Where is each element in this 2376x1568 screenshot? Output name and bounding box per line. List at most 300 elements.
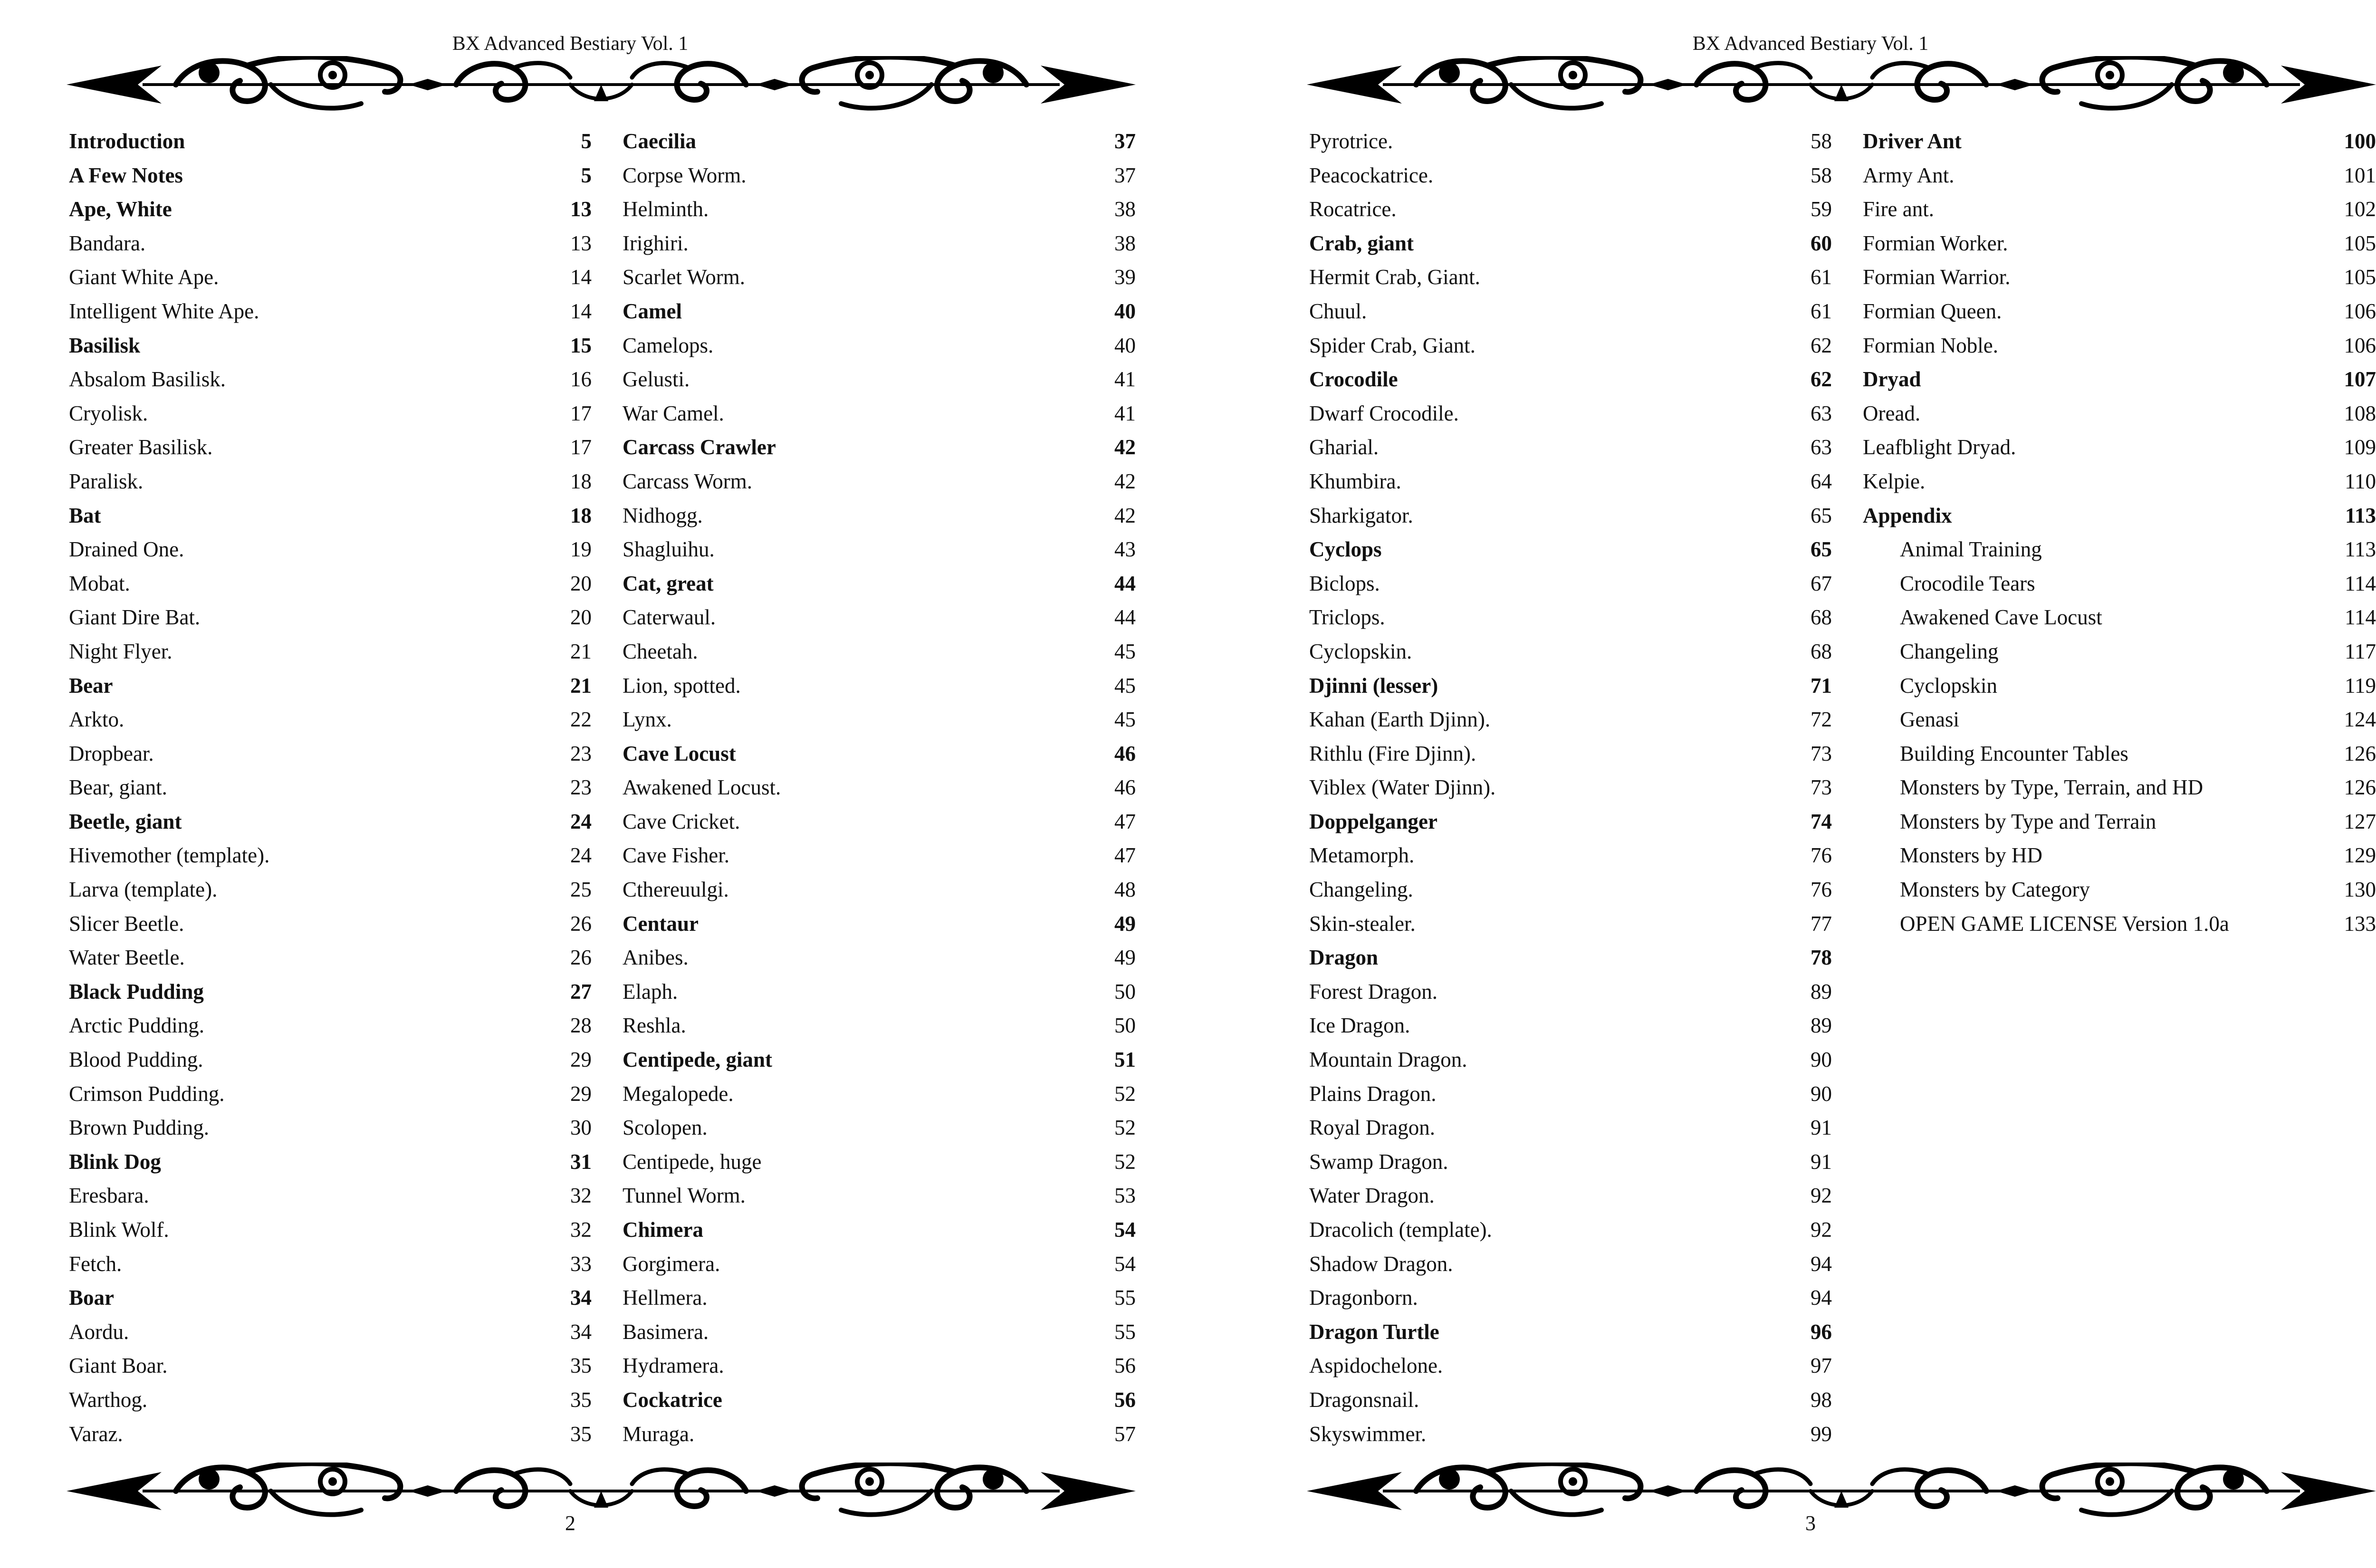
toc-entry-label: Triclops. <box>1309 605 1385 630</box>
toc-entry-page: 54 <box>1114 1218 1136 1242</box>
toc-entry-label: Cyclopskin. <box>1309 639 1412 663</box>
toc-entry[interactable] <box>1309 737 1832 771</box>
toc-entry-label: Kahan (Earth Djinn). <box>1309 708 1491 732</box>
toc-entry-page: 32 <box>570 1184 592 1208</box>
toc-entry[interactable] <box>623 159 1136 193</box>
toc-entry[interactable] <box>623 329 1136 363</box>
toc-entry[interactable] <box>623 1247 1136 1281</box>
toc-entry[interactable] <box>1863 227 2376 261</box>
toc-entry[interactable] <box>69 1315 592 1349</box>
toc-entry[interactable] <box>623 941 1136 975</box>
toc-section-entry[interactable] <box>1309 533 1832 567</box>
toc-entry-page: 61 <box>1811 265 1832 289</box>
toc-entry-label: Crimson Pudding. <box>69 1081 225 1106</box>
toc-entry[interactable] <box>1309 1247 1832 1281</box>
toc-entry[interactable] <box>1309 1281 1832 1315</box>
toc-entry-page: 57 <box>1114 1422 1136 1446</box>
toc-entry[interactable] <box>623 1077 1136 1111</box>
toc-entry-label: Ice Dragon. <box>1309 1013 1410 1038</box>
toc-entry[interactable] <box>69 260 592 295</box>
toc-entry[interactable] <box>69 1077 592 1111</box>
toc-entry[interactable] <box>1863 533 2376 567</box>
toc-entry-page: 27 <box>570 979 592 1004</box>
toc-entry-label: Kelpie. <box>1863 469 1926 493</box>
toc-entry[interactable] <box>69 1213 592 1247</box>
toc-entry-page: 44 <box>1114 605 1136 630</box>
toc-entry-page: 108 <box>2344 401 2376 425</box>
toc-entry[interactable] <box>1309 260 1832 295</box>
toc-entry[interactable] <box>1863 567 2376 601</box>
toc-entry-page: 46 <box>1114 741 1136 765</box>
toc-entry-page: 42 <box>1114 469 1136 493</box>
toc-entry[interactable] <box>1309 1111 1832 1145</box>
toc-entry-page: 52 <box>1114 1116 1136 1140</box>
toc-entry[interactable] <box>1863 159 2376 193</box>
toc-entry-label: Sharkigator. <box>1309 503 1413 527</box>
toc-entry-page: 23 <box>570 741 592 765</box>
toc-entry-label: Shadow Dragon. <box>1309 1252 1453 1276</box>
toc-entry[interactable] <box>69 430 592 465</box>
toc-entry-label: Basilisk <box>69 333 141 357</box>
toc-entry-label: Plains Dragon. <box>1309 1081 1437 1106</box>
toc-entry-label: Gharial. <box>1309 435 1379 459</box>
toc-entry-page: 13 <box>570 197 592 221</box>
toc-entry-label: Elaph. <box>623 979 678 1004</box>
toc-entry-page: 63 <box>1811 401 1832 425</box>
toc-entry-page: 47 <box>1114 809 1136 833</box>
toc-section-entry[interactable] <box>69 975 592 1009</box>
toc-entry[interactable] <box>1863 703 2376 737</box>
toc-entry-page: 114 <box>2345 605 2376 630</box>
toc-entry-label: Warthog. <box>69 1387 148 1412</box>
toc-entry[interactable] <box>1863 295 2376 329</box>
toc-entry[interactable] <box>623 1417 1136 1452</box>
toc-entry[interactable] <box>1309 1077 1832 1111</box>
toc-entry-page: 130 <box>2344 878 2376 902</box>
toc-entry-page: 25 <box>570 878 592 902</box>
toc-entry[interactable] <box>69 1383 592 1417</box>
toc-entry-page: 89 <box>1811 979 1832 1004</box>
toc-section-entry[interactable] <box>69 329 592 363</box>
toc-entry[interactable] <box>623 873 1136 907</box>
toc-column-4 <box>1863 124 2376 941</box>
page-number: 2 <box>565 1511 575 1535</box>
toc-entry-page: 73 <box>1811 741 1832 765</box>
toc-entry[interactable] <box>1309 975 1832 1009</box>
toc-entry[interactable] <box>623 192 1136 227</box>
toc-entry-page: 78 <box>1811 946 1832 970</box>
toc-entry-label: Dragon Turtle <box>1309 1319 1439 1344</box>
toc-entry[interactable] <box>1309 703 1832 737</box>
toc-section-entry[interactable] <box>623 907 1136 941</box>
toc-entry-label: Carcass Crawler <box>623 435 776 459</box>
toc-entry-page: 60 <box>1811 231 1832 255</box>
toc-entry-label: Formian Worker. <box>1863 231 2008 255</box>
toc-entry-label: Water Dragon. <box>1309 1184 1435 1208</box>
toc-entry[interactable] <box>1309 192 1832 227</box>
toc-entry-page: 19 <box>570 537 592 562</box>
toc-entry[interactable] <box>623 397 1136 431</box>
toc-entry-label: Brown Pudding. <box>69 1116 210 1140</box>
toc-entry[interactable] <box>623 635 1136 669</box>
toc-entry-label: Dwarf Crocodile. <box>1309 401 1459 425</box>
toc-entry-page: 44 <box>1114 571 1136 595</box>
toc-section-entry[interactable] <box>623 1213 1136 1247</box>
top-ornament-divider <box>1307 56 2376 113</box>
toc-entry-label: Fetch. <box>69 1252 122 1276</box>
toc-entry-label: Ape, White <box>69 197 172 221</box>
toc-entry[interactable] <box>1309 771 1832 805</box>
toc-entry[interactable] <box>623 771 1136 805</box>
toc-entry[interactable] <box>1309 839 1832 873</box>
toc-entry-page: 53 <box>1114 1184 1136 1208</box>
toc-entry[interactable] <box>69 941 592 975</box>
toc-entry-label: Gorgimera. <box>623 1252 720 1276</box>
toc-entry-label: Cockatrice <box>623 1387 722 1412</box>
toc-entry-page: 113 <box>2345 537 2376 562</box>
toc-section-entry[interactable] <box>1309 669 1832 703</box>
toc-entry[interactable] <box>69 907 592 941</box>
toc-section-entry[interactable] <box>623 295 1136 329</box>
toc-entry[interactable] <box>69 397 592 431</box>
toc-entry[interactable] <box>69 465 592 499</box>
right-page <box>1240 0 2376 1568</box>
toc-entry[interactable] <box>1863 737 2376 771</box>
toc-entry[interactable] <box>1863 601 2376 635</box>
toc-entry-page: 92 <box>1811 1184 1832 1208</box>
toc-entry-page: 45 <box>1114 708 1136 732</box>
toc-entry-label: Dryad <box>1863 367 1921 392</box>
toc-entry-label: Bat <box>69 503 101 527</box>
toc-entry-page: 96 <box>1811 1319 1832 1344</box>
toc-entry[interactable] <box>1863 430 2376 465</box>
toc-entry-page: 38 <box>1114 197 1136 221</box>
toc-entry[interactable] <box>623 227 1136 261</box>
toc-entry[interactable] <box>69 737 592 771</box>
toc-entry-label: Giant Boar. <box>69 1354 168 1378</box>
toc-entry-label: Larva (template). <box>69 878 218 902</box>
toc-entry-label: Introduction <box>69 129 185 153</box>
toc-entry[interactable] <box>623 499 1136 533</box>
toc-section-entry[interactable] <box>623 1043 1136 1077</box>
toc-entry-label: Caterwaul. <box>623 605 716 630</box>
toc-entry-label: Pyrotrice. <box>1309 129 1393 153</box>
toc-entry-label: Carcass Worm. <box>623 469 752 493</box>
toc-entry-page: 45 <box>1114 639 1136 663</box>
toc-entry-label: Bandara. <box>69 231 146 255</box>
toc-entry-page: 47 <box>1114 843 1136 868</box>
toc-section-entry[interactable] <box>1863 363 2376 397</box>
toc-entry[interactable] <box>1309 159 1832 193</box>
toc-entry-label: Cheetah. <box>623 639 698 663</box>
toc-entry[interactable] <box>623 1349 1136 1383</box>
toc-entry[interactable] <box>1863 805 2376 839</box>
toc-entry-page: 89 <box>1811 1013 1832 1038</box>
toc-entry[interactable] <box>1309 430 1832 465</box>
toc-entry[interactable] <box>623 1145 1136 1179</box>
toc-entry-label: Appendix <box>1863 503 1952 527</box>
toc-entry-page: 46 <box>1114 775 1136 800</box>
toc-entry-page: 106 <box>2344 299 2376 323</box>
toc-entry-page: 74 <box>1811 809 1832 833</box>
toc-entry[interactable] <box>1309 1417 1832 1452</box>
toc-entry-label: Leafblight Dryad. <box>1863 435 2016 459</box>
toc-entry[interactable] <box>1309 1009 1832 1043</box>
toc-entry[interactable] <box>1309 873 1832 907</box>
toc-section-entry[interactable] <box>69 124 592 159</box>
toc-entry[interactable] <box>1863 192 2376 227</box>
toc-entry[interactable] <box>1309 907 1832 941</box>
toc-entry-page: 5 <box>581 163 592 187</box>
toc-entry[interactable] <box>1863 669 2376 703</box>
toc-section-entry[interactable] <box>623 737 1136 771</box>
toc-entry[interactable] <box>623 363 1136 397</box>
toc-entry[interactable] <box>623 1111 1136 1145</box>
toc-entry-page: 77 <box>1811 911 1832 936</box>
toc-entry-page: 101 <box>2344 163 2376 187</box>
toc-entry-label: Helminth. <box>623 197 709 221</box>
toc-entry[interactable] <box>1863 907 2376 941</box>
toc-entry-label: Dropbear. <box>69 741 154 765</box>
toc-entry-page: 102 <box>2344 197 2376 221</box>
toc-entry-label: Night Flyer. <box>69 639 172 663</box>
toc-entry[interactable] <box>69 363 592 397</box>
toc-entry-label: Skin-stealer. <box>1309 911 1416 936</box>
toc-entry-label: Changeling. <box>1309 878 1413 902</box>
toc-entry-page: 76 <box>1811 878 1832 902</box>
toc-entry[interactable] <box>623 533 1136 567</box>
toc-entry[interactable] <box>69 567 592 601</box>
toc-entry-page: 119 <box>2345 673 2376 698</box>
toc-entry[interactable] <box>623 703 1136 737</box>
toc-section-entry[interactable] <box>1309 363 1832 397</box>
toc-entry-page: 13 <box>570 231 592 255</box>
toc-entry-page: 54 <box>1114 1252 1136 1276</box>
toc-entry-page: 90 <box>1811 1081 1832 1106</box>
toc-entry-label: Camel <box>623 299 682 323</box>
toc-entry-label: Cat, great <box>623 571 714 595</box>
toc-entry-page: 43 <box>1114 537 1136 562</box>
toc-entry[interactable] <box>1309 1349 1832 1383</box>
toc-entry[interactable] <box>69 1417 592 1452</box>
toc-entry[interactable] <box>1309 329 1832 363</box>
toc-section-entry[interactable] <box>1863 499 2376 533</box>
toc-entry-label: Doppelganger <box>1309 809 1437 833</box>
toc-entry-label: Centaur <box>623 911 699 936</box>
toc-entry-page: 29 <box>570 1081 592 1106</box>
toc-entry[interactable] <box>1863 771 2376 805</box>
toc-entry-label: Cyclopskin <box>1900 673 1998 698</box>
toc-section-entry[interactable] <box>623 430 1136 465</box>
toc-entry-label: Basimera. <box>623 1319 709 1344</box>
toc-section-entry[interactable] <box>69 192 592 227</box>
toc-entry-label: Cyclops <box>1309 537 1382 562</box>
toc-entry-label: Beetle, giant <box>69 809 182 833</box>
toc-entry-page: 55 <box>1114 1286 1136 1310</box>
toc-section-entry[interactable] <box>69 1145 592 1179</box>
toc-entry[interactable] <box>623 975 1136 1009</box>
toc-entry[interactable] <box>623 465 1136 499</box>
toc-section-entry[interactable] <box>69 669 592 703</box>
toc-entry[interactable] <box>1309 465 1832 499</box>
toc-entry-page: 58 <box>1811 129 1832 153</box>
toc-entry-label: Skyswimmer. <box>1309 1422 1427 1446</box>
toc-entry[interactable] <box>69 1247 592 1281</box>
toc-section-entry[interactable] <box>69 159 592 193</box>
toc-entry-label: Crocodile Tears <box>1900 571 2035 595</box>
toc-section-entry[interactable] <box>69 805 592 839</box>
toc-entry[interactable] <box>1309 601 1832 635</box>
toc-entry-label: Building Encounter Tables <box>1900 741 2128 765</box>
toc-entry-page: 90 <box>1811 1048 1832 1072</box>
toc-entry[interactable] <box>1863 260 2376 295</box>
toc-entry[interactable] <box>69 295 592 329</box>
toc-column-3 <box>1309 124 1832 1451</box>
toc-entry[interactable] <box>1309 567 1832 601</box>
toc-entry-label: Shagluihu. <box>623 537 715 562</box>
toc-entry[interactable] <box>69 1349 592 1383</box>
toc-entry-label: Genasi <box>1900 708 1959 732</box>
toc-entry[interactable] <box>69 1009 592 1043</box>
toc-section-entry[interactable] <box>623 124 1136 159</box>
toc-entry-label: Changeling <box>1900 639 1999 663</box>
toc-section-entry[interactable] <box>1863 124 2376 159</box>
toc-entry-label: Mountain Dragon. <box>1309 1048 1467 1072</box>
running-header: BX Advanced Bestiary Vol. 1 <box>1692 33 1929 55</box>
toc-entry-label: Chuul. <box>1309 299 1367 323</box>
toc-entry[interactable] <box>1863 397 2376 431</box>
toc-entry-page: 42 <box>1114 435 1136 459</box>
toc-section-entry[interactable] <box>623 1383 1136 1417</box>
toc-entry[interactable] <box>1863 465 2376 499</box>
toc-entry[interactable] <box>69 703 592 737</box>
toc-entry-page: 126 <box>2344 741 2376 765</box>
toc-entry[interactable] <box>69 771 592 805</box>
toc-entry-label: Hellmera. <box>623 1286 708 1310</box>
toc-entry[interactable] <box>623 1009 1136 1043</box>
toc-entry-page: 48 <box>1114 878 1136 902</box>
toc-section-entry[interactable] <box>623 567 1136 601</box>
toc-entry-page: 94 <box>1811 1286 1832 1310</box>
toc-entry-label: Monsters by Type, Terrain, and HD <box>1900 775 2204 800</box>
toc-entry-page: 18 <box>570 503 592 527</box>
toc-entry-label: Bear <box>69 673 113 698</box>
toc-entry[interactable] <box>1309 499 1832 533</box>
toc-entry[interactable] <box>1309 1145 1832 1179</box>
toc-entry[interactable] <box>1863 839 2376 873</box>
toc-section-entry[interactable] <box>69 499 592 533</box>
toc-entry-label: Army Ant. <box>1863 163 1954 187</box>
toc-entry[interactable] <box>1309 397 1832 431</box>
toc-entry-page: 14 <box>570 265 592 289</box>
toc-entry[interactable] <box>623 805 1136 839</box>
toc-entry-page: 49 <box>1114 946 1136 970</box>
toc-entry-page: 31 <box>570 1149 592 1174</box>
toc-entry-page: 21 <box>570 639 592 663</box>
toc-section-entry[interactable] <box>1309 805 1832 839</box>
toc-entry[interactable] <box>1309 1383 1832 1417</box>
toc-entry[interactable] <box>623 1315 1136 1349</box>
toc-entry[interactable] <box>1309 1043 1832 1077</box>
toc-entry-page: 35 <box>570 1354 592 1378</box>
toc-section-entry[interactable] <box>1309 1315 1832 1349</box>
toc-entry[interactable] <box>69 873 592 907</box>
toc-entry-label: Crocodile <box>1309 367 1398 392</box>
toc-entry-label: Animal Training <box>1900 537 2042 562</box>
toc-entry[interactable] <box>1309 635 1832 669</box>
toc-entry[interactable] <box>69 1179 592 1213</box>
toc-entry[interactable] <box>69 1111 592 1145</box>
toc-section-entry[interactable] <box>1309 227 1832 261</box>
toc-entry-label: Slicer Beetle. <box>69 911 184 936</box>
toc-entry-page: 98 <box>1811 1387 1832 1412</box>
toc-entry[interactable] <box>1309 1179 1832 1213</box>
toc-entry-label: Formian Noble. <box>1863 333 1998 357</box>
toc-entry[interactable] <box>623 669 1136 703</box>
toc-entry-label: Blood Pudding. <box>69 1048 203 1072</box>
toc-entry-page: 127 <box>2344 809 2376 833</box>
toc-entry[interactable] <box>1863 635 2376 669</box>
toc-entry-label: Fire ant. <box>1863 197 1934 221</box>
toc-entry[interactable] <box>69 635 592 669</box>
toc-entry[interactable] <box>1309 1213 1832 1247</box>
toc-entry[interactable] <box>1863 329 2376 363</box>
toc-section-entry[interactable] <box>69 1281 592 1315</box>
toc-entry-label: Cave Cricket. <box>623 809 740 833</box>
toc-entry-label: Viblex (Water Djinn). <box>1309 775 1496 800</box>
toc-entry-label: Hermit Crab, Giant. <box>1309 265 1480 289</box>
toc-entry-page: 41 <box>1114 401 1136 425</box>
toc-entry[interactable] <box>1309 124 1832 159</box>
toc-column-1 <box>69 124 592 1451</box>
toc-entry-label: Spider Crab, Giant. <box>1309 333 1475 357</box>
toc-entry[interactable] <box>623 260 1136 295</box>
toc-entry[interactable] <box>1309 295 1832 329</box>
toc-entry-page: 72 <box>1811 708 1832 732</box>
toc-entry-label: Awakened Cave Locust <box>1900 605 2102 630</box>
toc-entry[interactable] <box>1863 873 2376 907</box>
toc-entry-page: 114 <box>2345 571 2376 595</box>
toc-entry[interactable] <box>623 839 1136 873</box>
toc-entry-label: Oread. <box>1863 401 1921 425</box>
toc-entry[interactable] <box>69 533 592 567</box>
toc-entry-page: 17 <box>570 401 592 425</box>
toc-entry-page: 38 <box>1114 231 1136 255</box>
toc-entry[interactable] <box>69 839 592 873</box>
toc-entry[interactable] <box>69 601 592 635</box>
toc-section-entry[interactable] <box>1309 941 1832 975</box>
toc-entry-page: 107 <box>2344 367 2376 392</box>
toc-entry-label: Hydramera. <box>623 1354 724 1378</box>
toc-entry-label: Intelligent White Ape. <box>69 299 259 323</box>
toc-entry[interactable] <box>623 601 1136 635</box>
toc-entry[interactable] <box>69 1043 592 1077</box>
toc-entry-page: 106 <box>2344 333 2376 357</box>
toc-entry-page: 35 <box>570 1387 592 1412</box>
toc-entry-page: 29 <box>570 1048 592 1072</box>
toc-entry-label: Rithlu (Fire Djinn). <box>1309 741 1476 765</box>
toc-entry[interactable] <box>623 1281 1136 1315</box>
toc-entry-page: 56 <box>1114 1387 1136 1412</box>
toc-entry-label: Blink Dog <box>69 1149 161 1174</box>
toc-entry[interactable] <box>69 227 592 261</box>
toc-entry-page: 55 <box>1114 1319 1136 1344</box>
toc-entry-page: 20 <box>570 605 592 630</box>
toc-entry[interactable] <box>623 1179 1136 1213</box>
toc-entry-label: Peacockatrice. <box>1309 163 1434 187</box>
toc-entry-page: 65 <box>1811 537 1832 562</box>
toc-entry-label: Lion, spotted. <box>623 673 741 698</box>
